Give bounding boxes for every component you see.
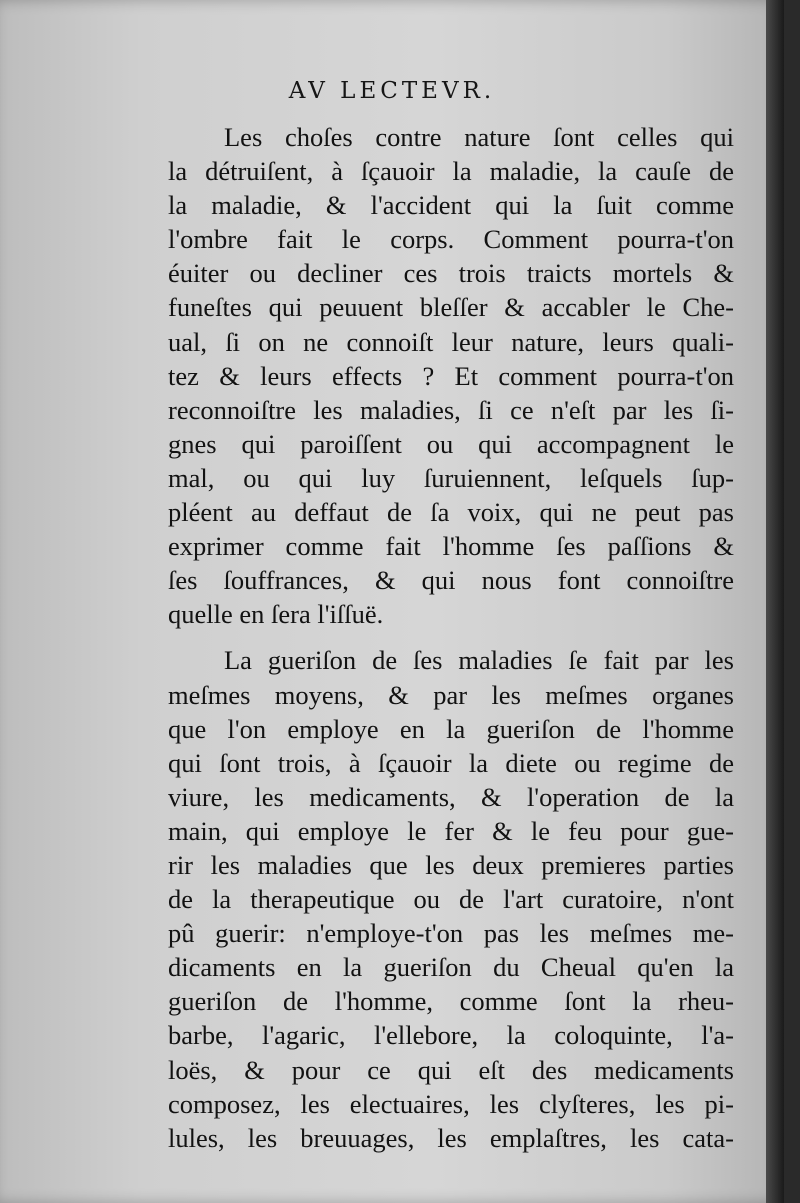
text-line: viure, les medicaments, & l'operation de la <box>168 781 734 812</box>
text-line: la maladie, & l'accident qui la ſuit comme <box>168 190 734 221</box>
text-line: La gueriſon de ſes maladies ſe fait par les <box>224 645 734 676</box>
text-line: pléent au deffaut de ſa voix, qui ne peut pas <box>168 497 734 528</box>
text-line: Les choſes contre nature ſont celles qui <box>224 122 734 152</box>
text-line: éuiter ou decliner ces trois traicts mortels & <box>168 258 734 289</box>
text-line: tez & leurs effects ? Et comment pourra-t'on <box>168 360 734 391</box>
text-line: funeſtes qui peuuent bleſſer & accabler le Che- <box>168 292 734 323</box>
text-line: l'ombre fait le corps. Comment pourra-t'on <box>168 224 734 255</box>
text-line: composez, les electuaires, les clyſteres, les pi- <box>168 1088 734 1119</box>
text-line: que l'on employe en la gueriſon de l'homme <box>168 713 734 744</box>
text-line: gueriſon de l'homme, comme ſont la rheu- <box>168 986 734 1017</box>
text-line: qui ſont trois, à ſçauoir la diete ou regime de <box>168 747 734 778</box>
text-line: pû guerir: n'employe-t'on pas les meſmes me- <box>168 918 734 949</box>
paragraph-gap <box>168 631 734 643</box>
text-line: reconnoiſtre les maladies, ſi ce n'eſt par les ſi- <box>168 394 734 425</box>
text-line: loës, & pour ce qui eſt des medicaments <box>168 1054 734 1085</box>
text-line: ſes ſouffrances, & qui nous font connoiſtre <box>168 565 734 596</box>
text-line: exprimer comme fait l'homme ſes paſſions & <box>168 531 734 562</box>
running-head: AV LECTEVR. <box>288 78 496 104</box>
text-line: gnes qui paroiſſent ou qui accompagnent le <box>168 428 734 459</box>
text-line: main, qui employe le fer & le feu pour gue- <box>168 815 734 846</box>
page-edge-shadow <box>766 0 784 1203</box>
text-line: barbe, l'agaric, l'ellebore, la coloquinte, l'a- <box>168 1020 734 1051</box>
text-line: meſmes moyens, & par les meſmes organes <box>168 679 734 710</box>
text-line: rir les maladies que les deux premieres parties <box>168 849 734 880</box>
text-line: mal, ou qui luy ſuruiennent, leſquels ſup- <box>168 462 734 493</box>
text-line: dicaments en la gueriſon du Cheual qu'en la <box>168 952 734 983</box>
text-line: lules, les breuuages, les emplaſtres, les cata- <box>168 1122 734 1153</box>
text-line: ual, ſi on ne connoiſt leur nature, leurs quali- <box>168 326 734 357</box>
text-line: de la therapeutique ou de l'art curatoire, n'ont <box>168 884 734 915</box>
body-text <box>168 120 734 1155</box>
text-line: quelle en ſera l'iſſuë. <box>168 599 384 630</box>
text-line: la détruiſent, à ſçauoir la maladie, la cauſe de <box>168 156 734 187</box>
